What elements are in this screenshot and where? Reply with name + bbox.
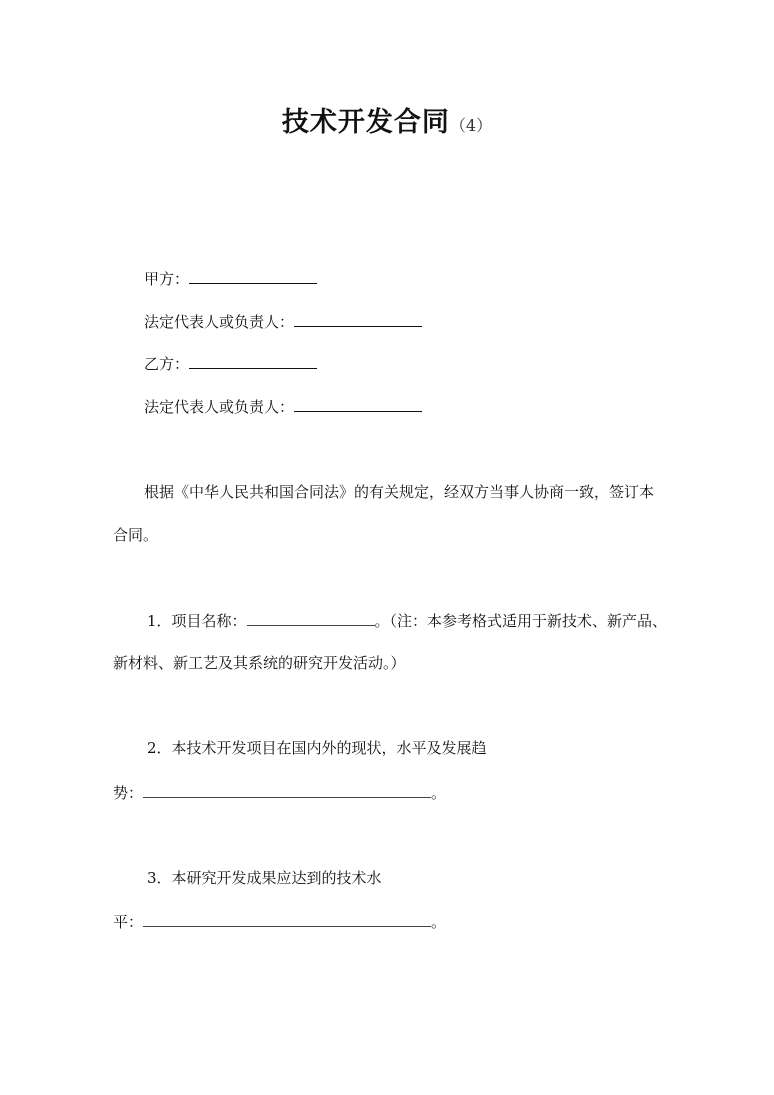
preamble-line-2: 合同。	[113, 526, 159, 544]
item-1-line-2: 新材料、新工艺及其系统的研究开发活动。）	[113, 654, 406, 672]
party-a-label: 甲方：	[144, 270, 190, 288]
document-title	[0, 100, 774, 139]
item-1-prefix: 1．项目名称：	[147, 612, 247, 630]
party-a-blank	[189, 268, 317, 284]
party-a-rep-blank	[294, 311, 422, 327]
item-3-prefix: 平：	[113, 913, 144, 931]
title-text: 技术开发合同	[281, 107, 450, 138]
item-2-prefix: 势：	[113, 784, 144, 802]
item-3-line-2	[113, 911, 446, 932]
item-2-line-1: 2．本技术开发项目在国内外的现状，水平及发展趋	[147, 739, 487, 757]
preamble-line-1: 根据《中华人民共和国合同法》的有关规定，经双方当事人协商一致，签订本	[144, 483, 655, 501]
item-2-suffix: 。	[431, 784, 447, 802]
project-name-blank	[247, 610, 375, 626]
item-3-blank	[143, 911, 431, 927]
item-2-line-2	[113, 782, 446, 803]
item-3-suffix: 。	[431, 913, 447, 931]
item-1-suffix: 。（注：本参考格式适用于新技术、新产品、	[374, 612, 668, 630]
item-2-blank	[143, 782, 431, 798]
party-b-rep-label: 法定代表人或负责人：	[144, 398, 295, 416]
party-b-row	[144, 353, 317, 374]
item-3-line-1: 3．本研究开发成果应达到的技术水	[147, 869, 382, 887]
party-a-row	[144, 268, 317, 289]
party-a-rep-row	[144, 311, 422, 332]
party-b-label: 乙方：	[144, 355, 190, 373]
party-b-blank	[189, 353, 317, 369]
party-a-rep-label: 法定代表人或负责人：	[144, 313, 295, 331]
party-b-rep-row	[144, 396, 422, 417]
title-suffix: （4）	[449, 116, 493, 135]
party-b-rep-blank	[294, 396, 422, 412]
item-1-line-1	[147, 610, 667, 631]
